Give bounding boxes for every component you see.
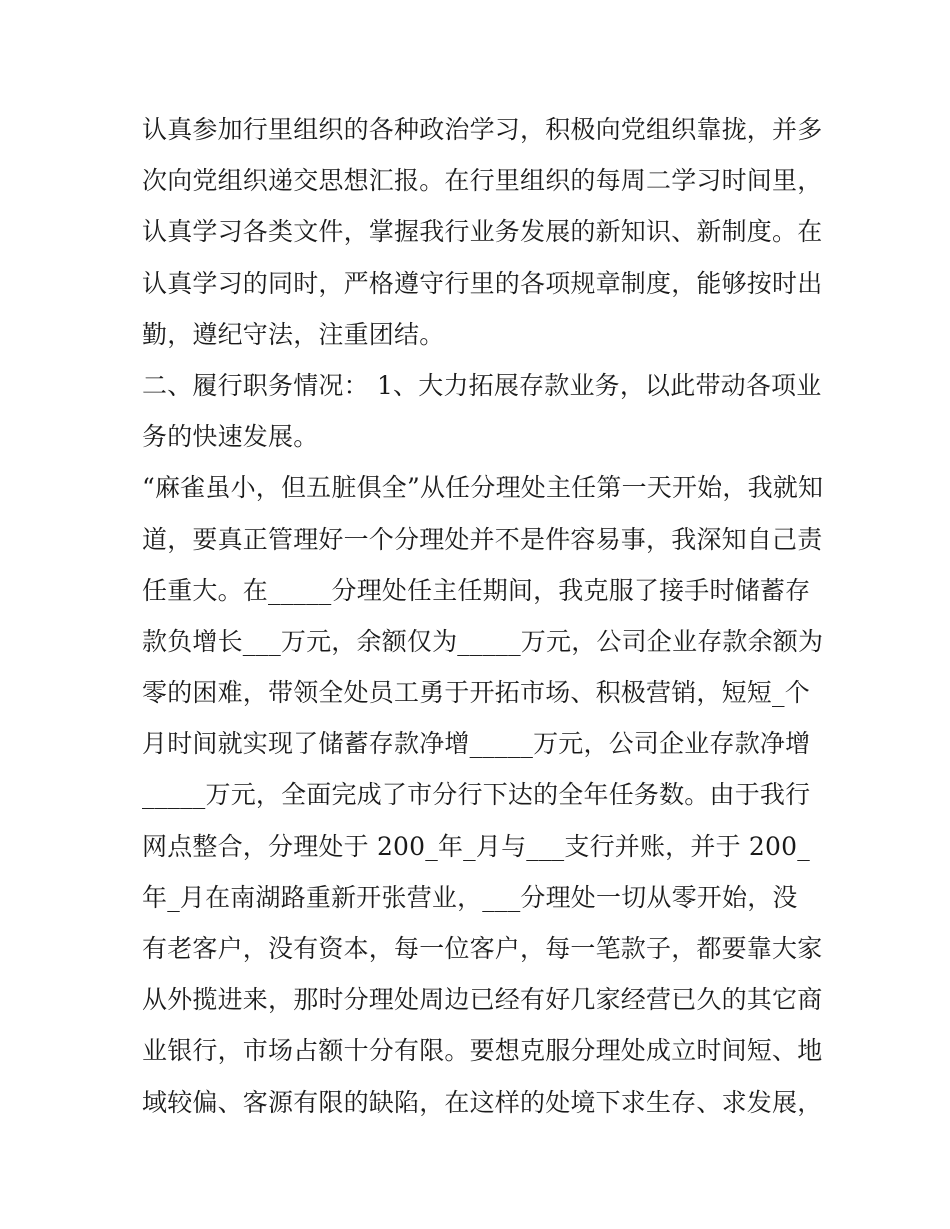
text-line: “麻雀虽小，但五脏俱全”从任分理处主任第一天开始，我就知 bbox=[142, 473, 824, 503]
text-line: 年_月在南湖路重新开张营业，___分理处一切从零开始，没 bbox=[142, 882, 798, 912]
text-line: 认真学习各类文件，掌握我行业务发展的新知识、新制度。在 bbox=[142, 217, 823, 247]
text-line: 道，要真正管理好一个分理处并不是件容易事，我深知自己责 bbox=[142, 524, 823, 554]
text-line: _____万元，全面完成了市分行下达的全年任务数。由于我行 bbox=[142, 780, 811, 810]
section-heading-line: 二、履行职务情况： 1、大力拓展存款业务，以此带动各项业 bbox=[142, 370, 822, 400]
document-body bbox=[142, 104, 822, 1128]
text-line: 域较偏、客源有限的缺陷，在这样的处境下求生存、求发展， bbox=[142, 1087, 823, 1117]
text-line: 认真学习的同时，严格遵守行里的各项规章制度，能够按时出 bbox=[142, 268, 823, 298]
text-line: 月时间就实现了储蓄存款净增_____万元，公司企业存款净增 bbox=[142, 729, 811, 759]
text-line: 零的困难，带领全处员工勇于开拓市场、积极营销，短短_个 bbox=[142, 678, 810, 708]
text-line: 勤，遵纪守法，注重团结。 bbox=[142, 319, 445, 349]
text-line: 款负增长___万元，余额仅为_____万元，公司企业存款余额为 bbox=[142, 626, 824, 656]
text-line: 从外揽进来，那时分理处周边已经有好几家经营已久的其它商 bbox=[142, 985, 823, 1015]
text-line: 业银行，市场占额十分有限。要想克服分理处成立时间短、地 bbox=[142, 1036, 823, 1066]
text-line: 次向党组织递交思想汇报。在行里组织的每周二学习时间里， bbox=[142, 166, 823, 196]
text-line: 有老客户，没有资本，每一位客户，每一笔款子，都要靠大家 bbox=[142, 934, 823, 963]
text-line: 务的快速发展。 bbox=[142, 422, 319, 452]
text-line: 任重大。在_____分理处任主任期间，我克服了接手时储蓄存 bbox=[142, 575, 811, 605]
text-line: 认真参加行里组织的各种政治学习，积极向党组织靠拢，并多 bbox=[142, 115, 823, 144]
text-line: 网点整合，分理处于 200_年_月与___支行并账，并于 200_ bbox=[142, 831, 810, 861]
